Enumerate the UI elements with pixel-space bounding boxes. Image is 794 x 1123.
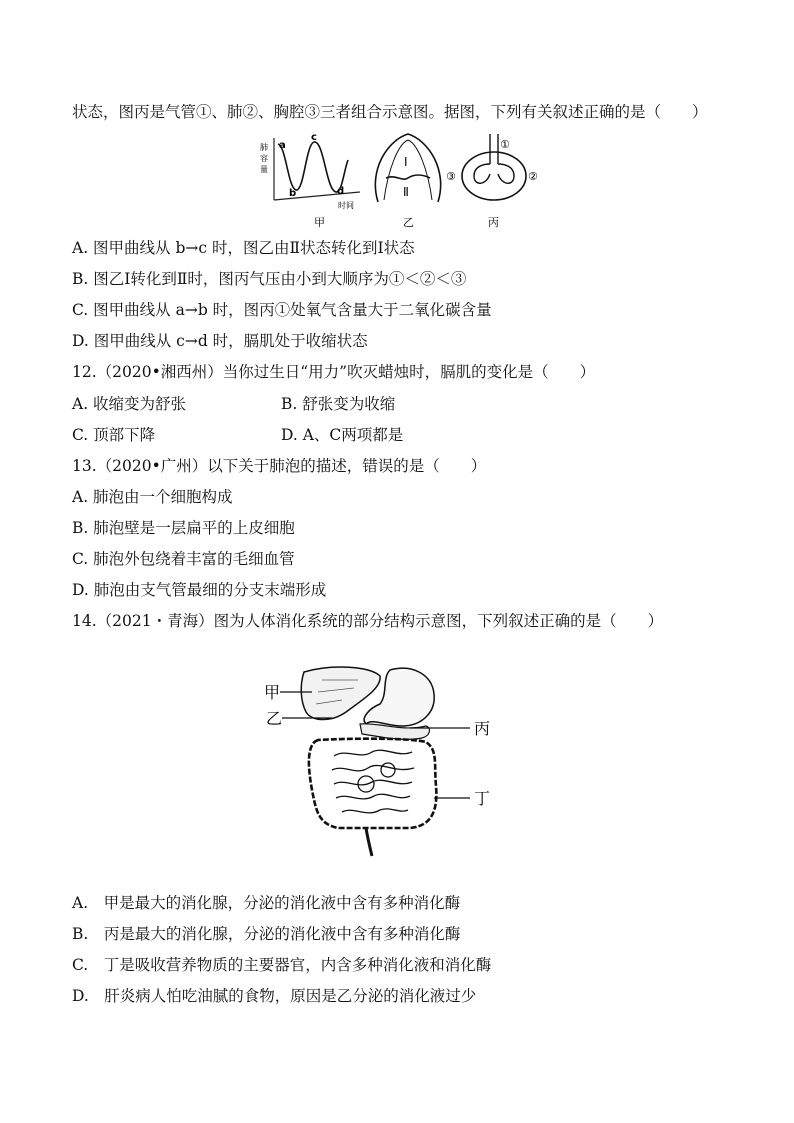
q14-option-a: A. 甲是最大的消化腺，分泌的消化液中含有多种消化酶 (72, 894, 461, 912)
label-yi: 乙 (266, 709, 283, 728)
region-I: Ⅰ (404, 155, 408, 169)
graph-xlabel: 时间 (338, 201, 354, 210)
q11-figure (238, 130, 558, 230)
q14-figure (262, 660, 502, 860)
q11-option-c: C. 图甲曲线从 a→b 时，图丙①处氧气含量大于二氧化碳含量 (72, 301, 492, 319)
point-a: a (279, 140, 286, 151)
graph-ylabel-2: 容 (260, 154, 268, 163)
label-ding: 丁 (474, 789, 491, 808)
q14-option-d: D. 肝炎病人怕吃油腻的食物，原因是乙分泌的消化液过少 (72, 987, 477, 1005)
region-II: Ⅱ (403, 185, 409, 199)
caption-yi: 乙 (403, 216, 414, 229)
q12-stem: 12.（2020•湘西州）当你过生日“用力”吹灭蜡烛时，膈肌的变化是（ ） (72, 363, 596, 381)
diagram-yi (375, 134, 440, 229)
label-jia: 甲 (264, 683, 281, 702)
q12-option-b: B. 舒张变为收缩 (281, 395, 396, 413)
q14-option-c: C. 丁是吸收营养物质的主要器官，内含多种消化液和消化酶 (72, 956, 492, 974)
q13-option-c: C. 肺泡外包绕着丰富的毛细血管 (72, 550, 295, 568)
label-bing: 丙 (474, 719, 491, 738)
q11-option-b: B. 图乙Ⅰ转化到Ⅱ时，图丙气压由小到大顺序为①＜②＜③ (72, 270, 467, 288)
point-d: d (337, 186, 345, 197)
small-intestine-shape (332, 750, 414, 813)
point-b: b (289, 188, 297, 199)
caption-bing: 丙 (488, 216, 499, 229)
q12-option-c: C. 顶部下降 (72, 426, 156, 444)
graph-ylabel-1: 肺 (260, 143, 268, 152)
mark-1: ① (500, 138, 510, 151)
q14-stem: 14.（2021・青海）图为人体消化系统的部分结构示意图，下列叙述正确的是（ ） (72, 612, 664, 630)
graph-ylabel-3: 量 (260, 165, 268, 174)
q13-stem: 13.（2020•广州）以下关于肺泡的描述，错误的是（ ） (72, 457, 487, 475)
mark-3: ③ (446, 170, 456, 183)
q13-option-d: D. 肺泡由支气管最细的分支末端形成 (72, 581, 327, 599)
q14-option-b: B. 丙是最大的消化腺，分泌的消化液中含有多种消化酶 (72, 925, 461, 943)
q12-option-d: D. A、C两项都是 (281, 426, 404, 444)
graph-jia (260, 132, 360, 229)
q13-option-b: B. 肺泡壁是一层扁平的上皮细胞 (72, 519, 295, 537)
q11-stem: 状态，图丙是气管①、肺②、胸腔③三者组合示意图。据图，下列有关叙述正确的是（ ） (72, 103, 708, 121)
q11-option-d: D. 图甲曲线从 c→d 时，膈肌处于收缩状态 (72, 332, 368, 350)
mark-2: ② (528, 170, 538, 183)
q11-option-a: A. 图甲曲线从 b→c 时，图乙由Ⅱ状态转化到Ⅰ状态 (72, 239, 415, 257)
q12-option-a: A. 收缩变为舒张 (72, 395, 187, 413)
point-c: c (311, 132, 317, 143)
q13-option-a: A. 肺泡由一个细胞构成 (72, 488, 233, 506)
caption-jia: 甲 (314, 216, 325, 229)
diagram-bing (446, 134, 538, 229)
